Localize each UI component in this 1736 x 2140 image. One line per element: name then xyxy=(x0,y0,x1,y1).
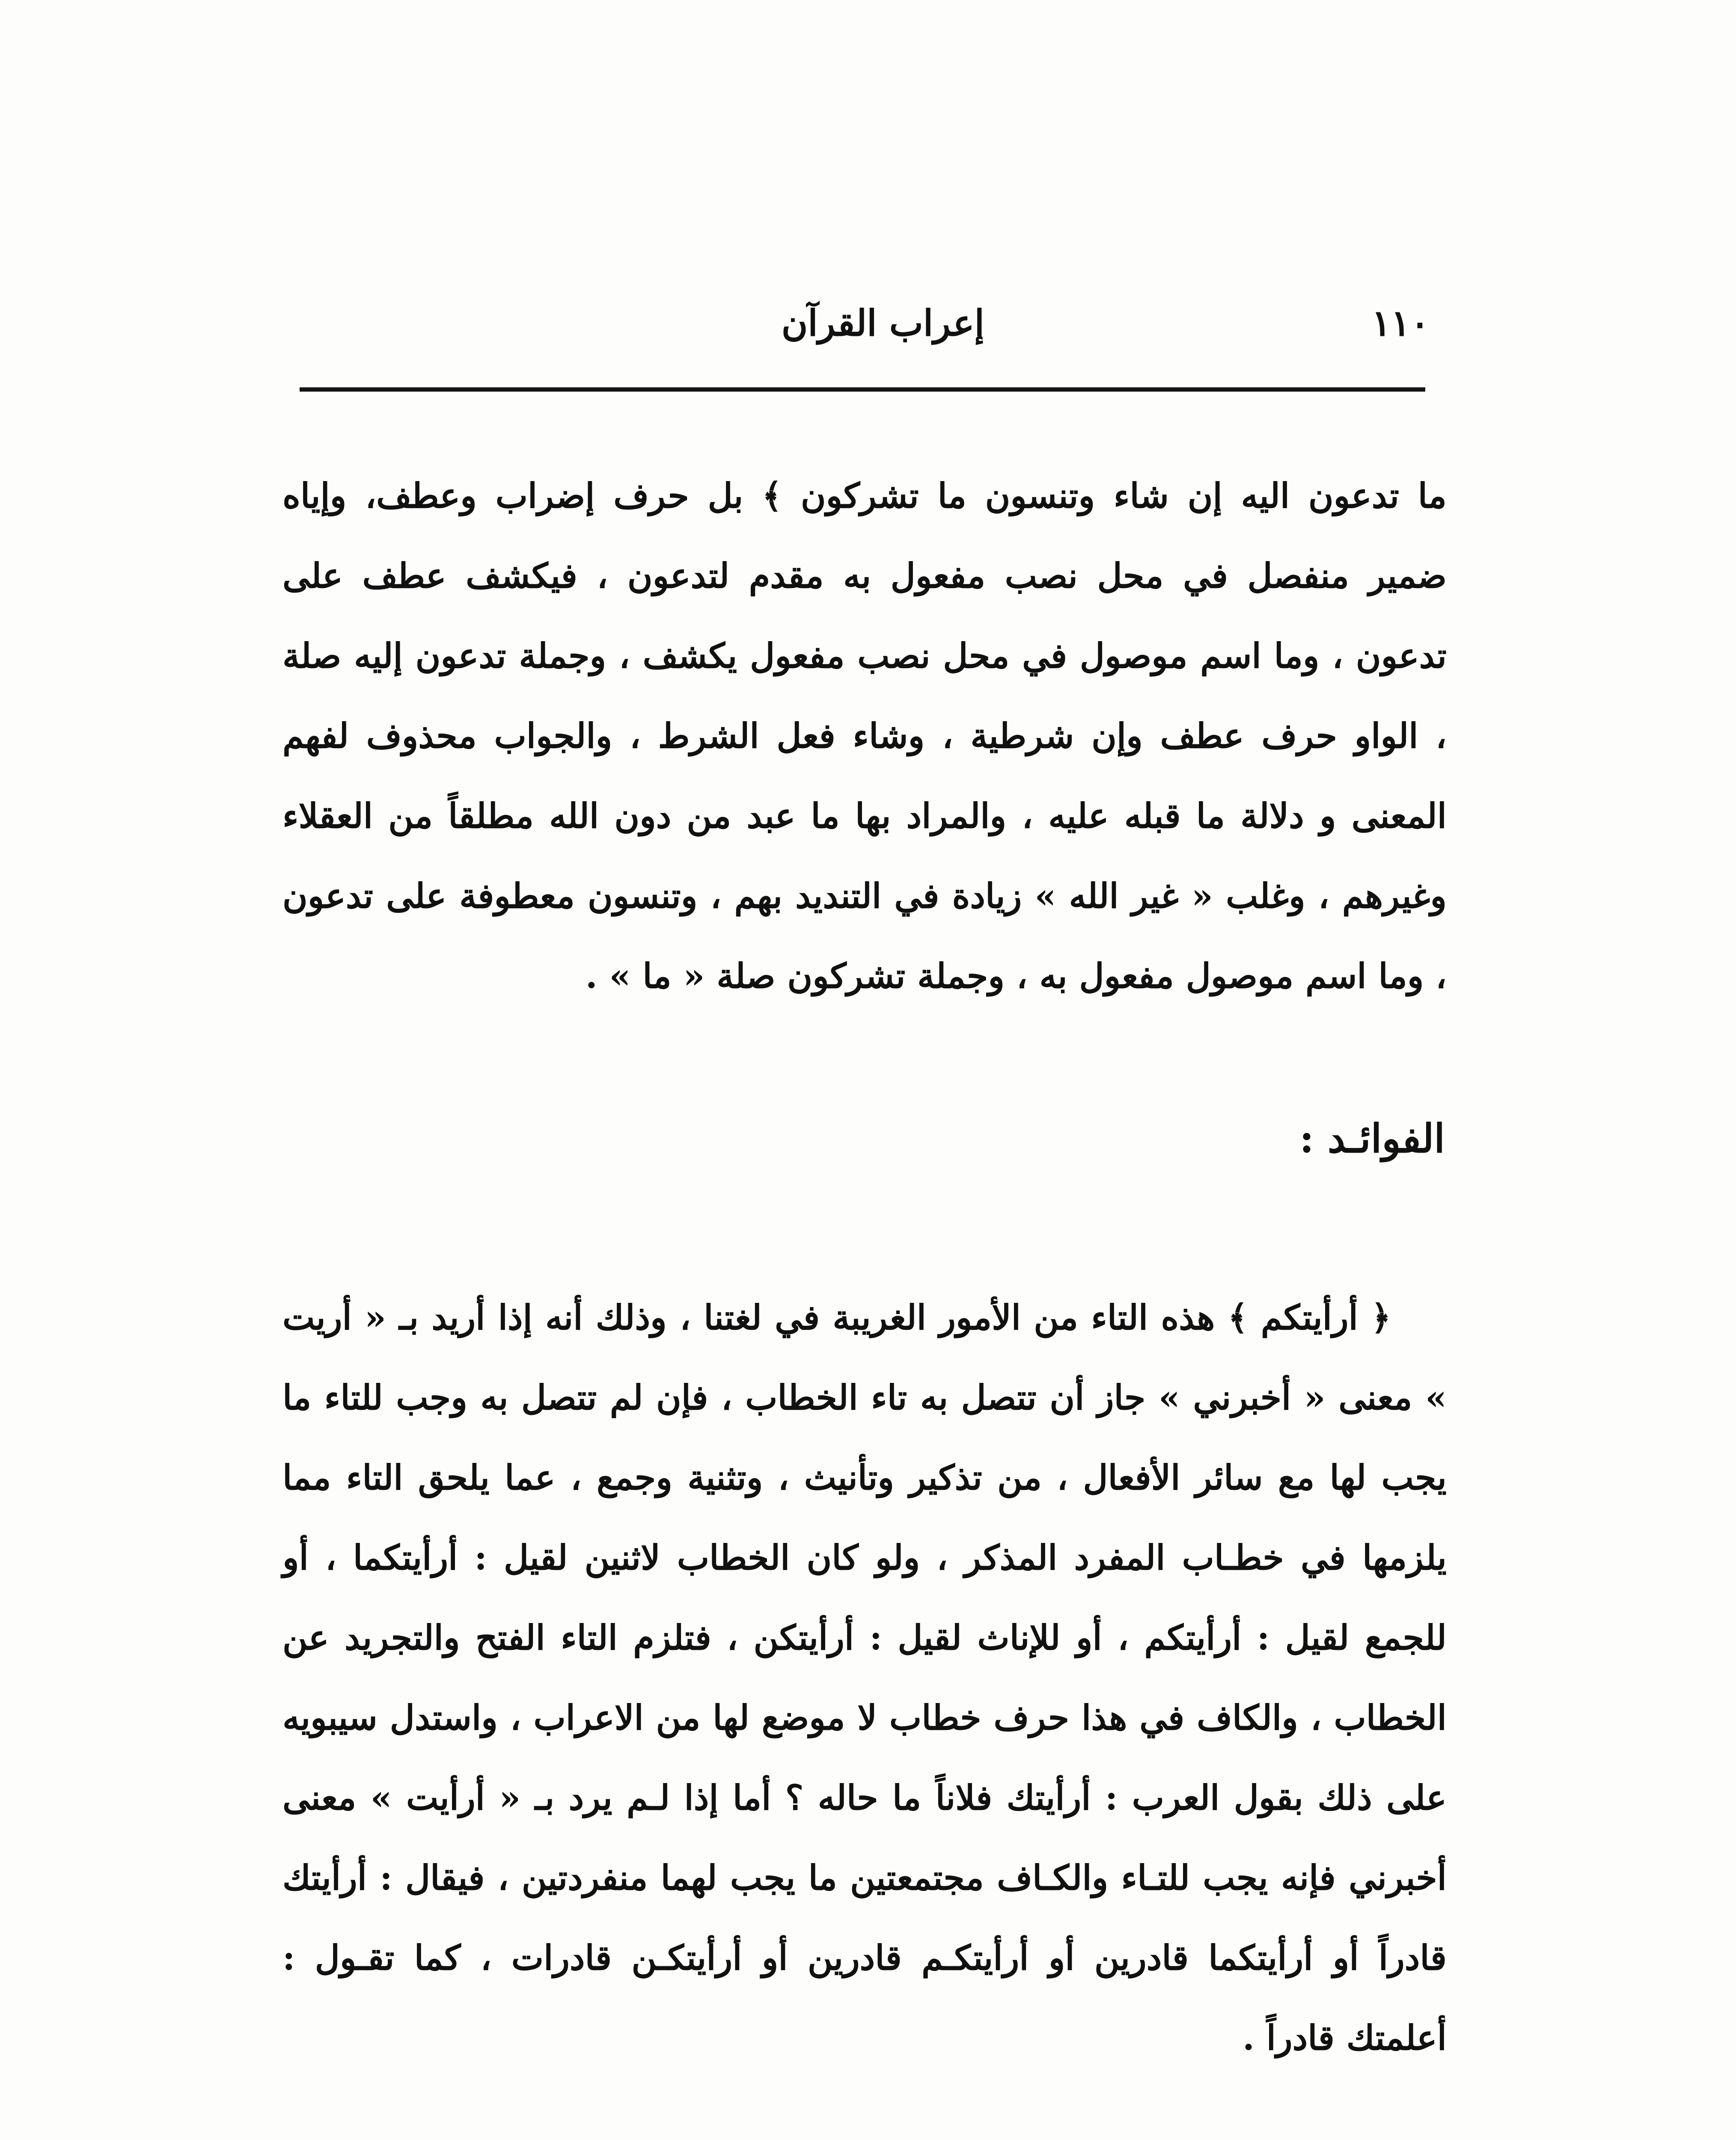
section-heading-benefits: الفوائـد : xyxy=(1299,1115,1445,1162)
body-paragraph-grammar: ما تدعون اليه إن شاء وتنسون ما تشركون ﴾ بل حرف إضراب وعطف، وإياه ضمير منفصل في محل نصب مفعول به مقدم لتدعون ، فيكشف عطف على تدعون ، وما اسم موصول في محل نصب مفعول يكشف ، وجملة تدعون إليه صلة ، الواو حرف عطف وإن شرطية ، وشاء فعل الشرط ، والجواب محذوف لفهم المعنى و دلالة ما قبله عليه ، والمراد بها ما عبد من دون الله مطلقاً من العقلاء وغيرهم ، وغلب « غير الله » زيادة في التنديد بهم ، وتنسون معطوفة على تدعون ، وما اسم موصول مفعول به ، وجملة تشركون صلة « ما » . xyxy=(282,476,1447,996)
page-number: ١١٠ xyxy=(1371,302,1430,344)
running-header xyxy=(282,291,1430,355)
book-title: إعراب القرآن xyxy=(781,302,984,344)
header-divider xyxy=(300,387,1425,392)
body-paragraph-benefits: ﴿ أرأيتكم ﴾ هذه التاء من الأمور الغريبة في لغتنا ، وذلك أنه إذا أريد بـ « أريت » معنى « أخبرني » جاز أن تتصل به تاء الخطاب ، فإن لم تتصل به وجب للتاء ما يجب لها مع سائر الأفعال ، من تذكير وتأنيث ، وتثنية وجمع ، عما يلحق التاء مما يلزمها في خطـاب المفرد المذكر ، ولو كان الخطاب لاثنين لقيل : أرأيتكما ، أو للجمع لقيل : أرأيتكم ، أو للإناث لقيل : أرأيتكن ، فتلزم التاء الفتح والتجريد عن الخطاب ، والكاف في هذا حرف خطاب لا موضع لها من الاعراب ، واستدل سيبويه على ذلك بقول العرب : أرأيتك فلاناً ما حاله ؟ أما إذا لـم يرد بـ « أرأيت » معنى أخبرني فإنه يجب للتـاء والكـاف مجتمعتين ما يجب لهما منفردتين ، فيقال : أرأيتك قادراً أو أرأيتكما قادرين أو أرأيتكـم قادرين أو أرأيتكـن قادرات ، كما تقـول : أعلمتك قادراً . xyxy=(282,1297,1447,2058)
